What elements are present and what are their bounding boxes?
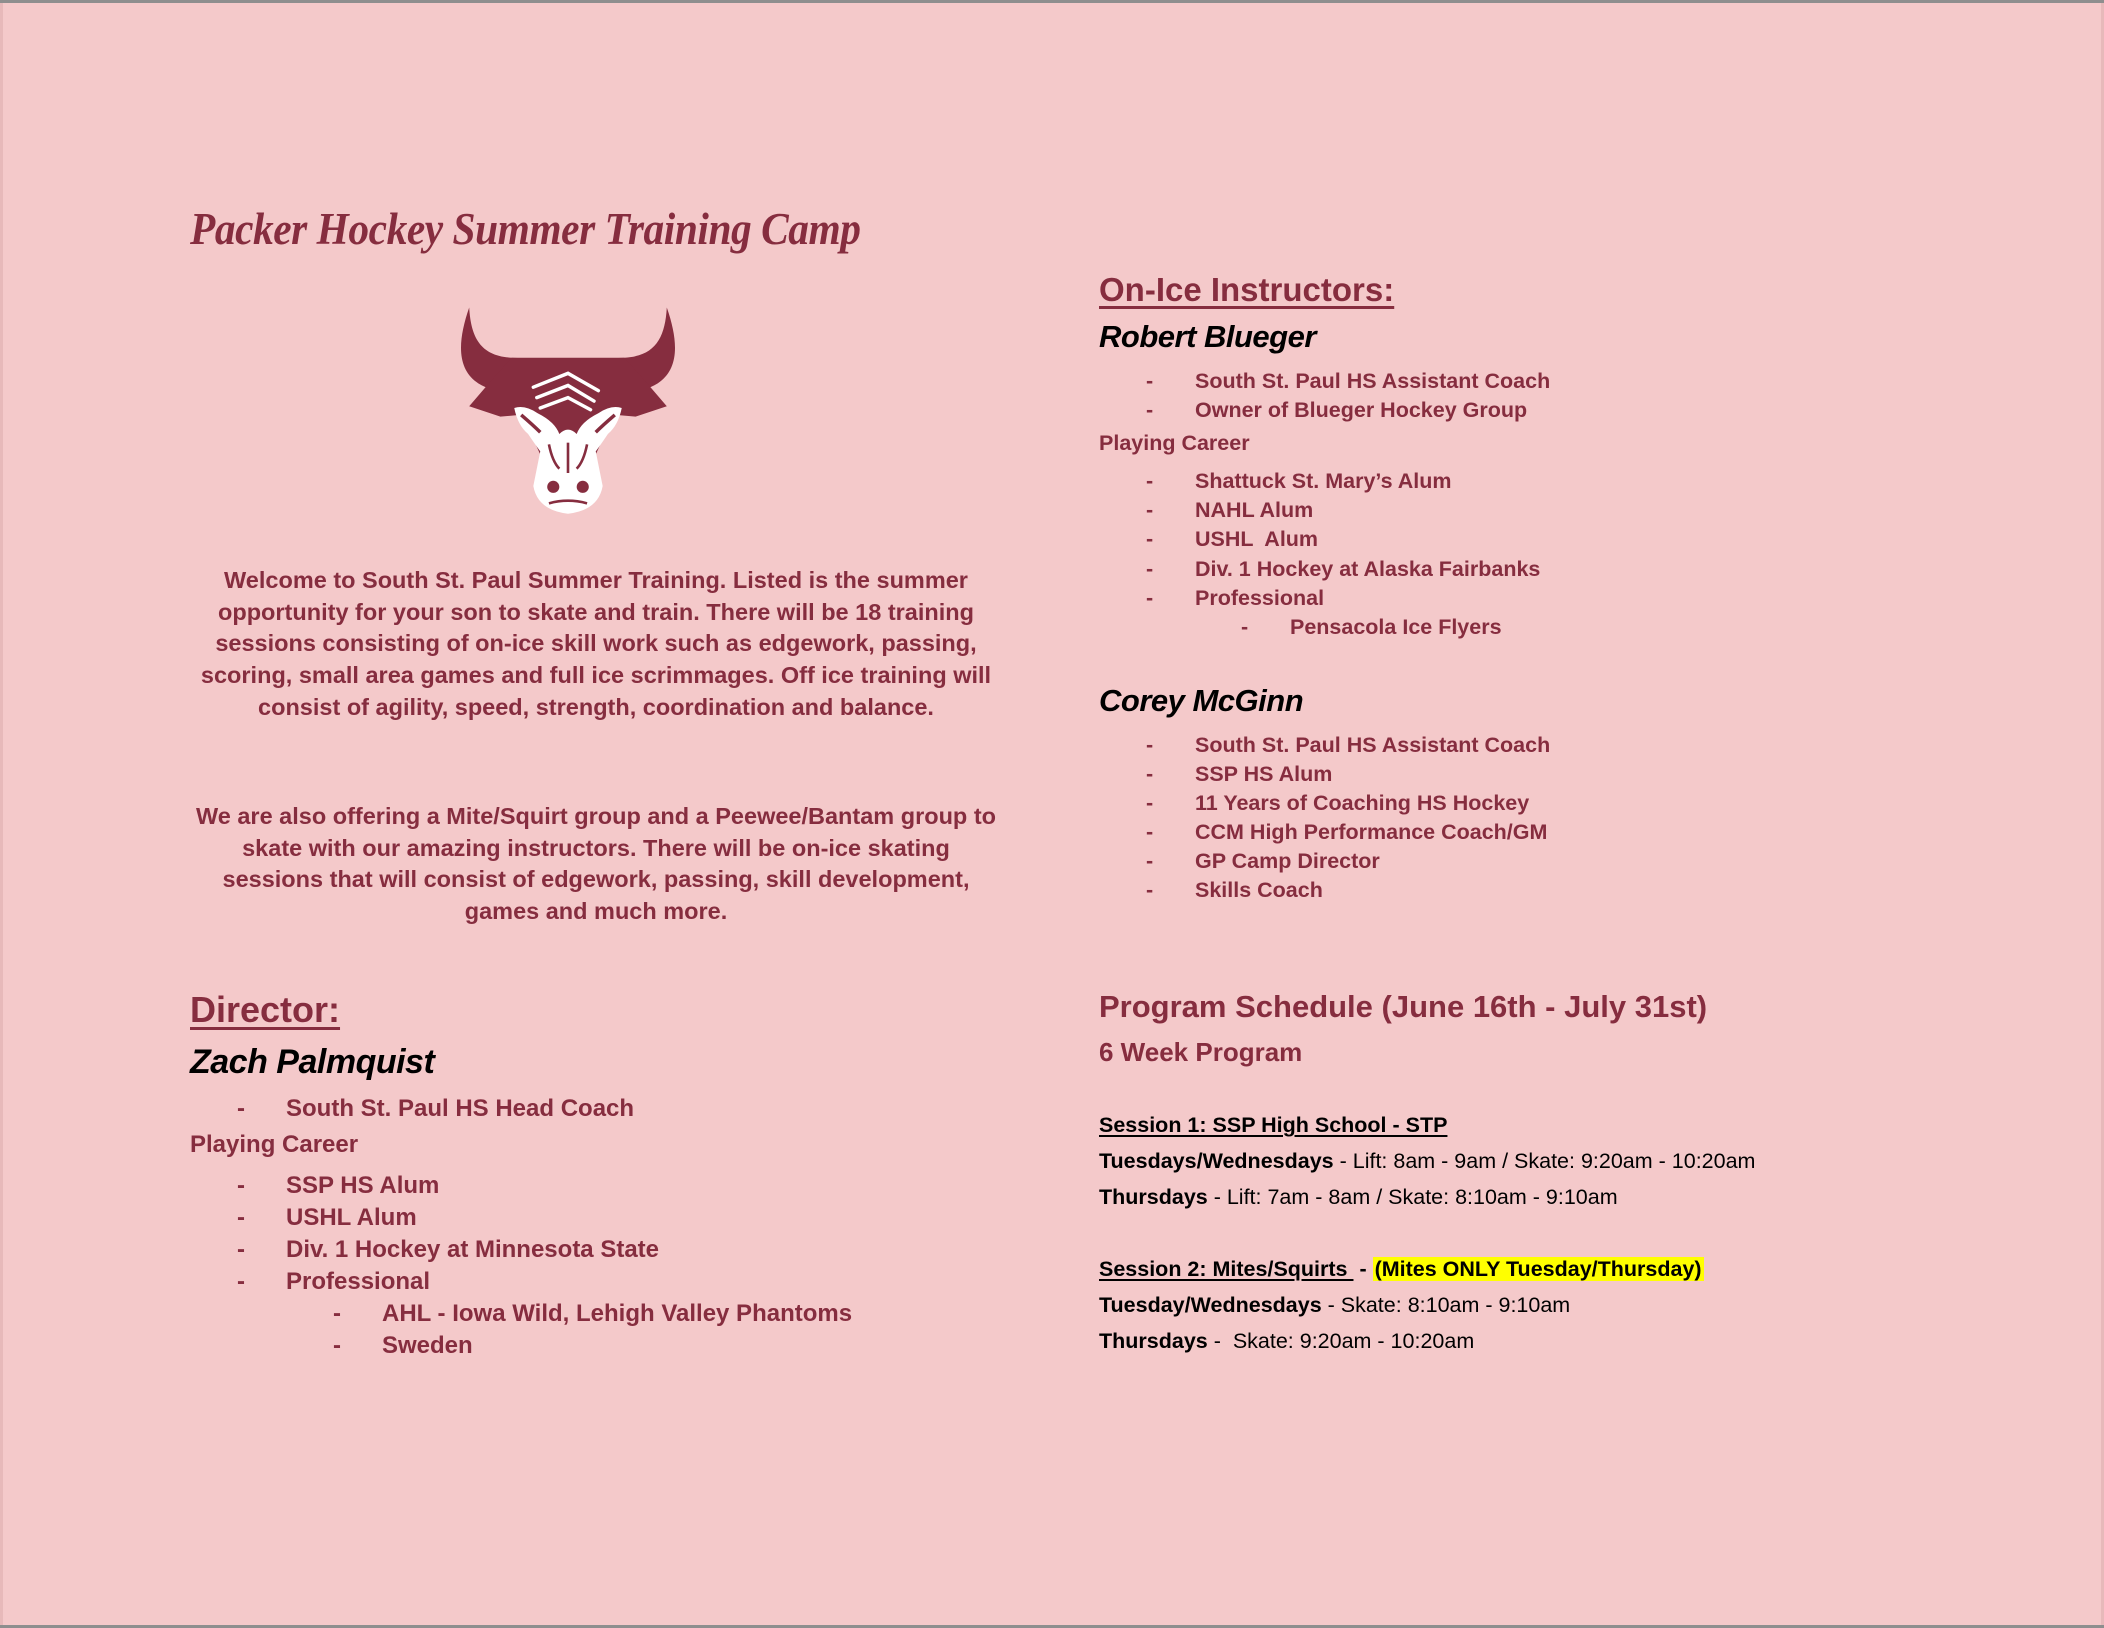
dash-bullet-icon: - xyxy=(1146,585,1154,610)
list-item-text: CCM High Performance Coach/GM xyxy=(1195,820,1548,844)
list-subitem xyxy=(333,1298,852,1330)
list-item-text: Shattuck St. Mary’s Alum xyxy=(1195,469,1452,493)
intro-text-2: We are also offering a Mite/Squirt group and a Peewee/Bantam group to skate with our amazing instructors. There will be on-ice skating sessions that will consist of edgework, passing, skill development, games and much more. xyxy=(196,803,996,925)
instructor-name-robert-blueger: Robert Blueger xyxy=(1099,319,1316,354)
director-career-label: Playing Career xyxy=(190,1131,359,1158)
dash-bullet-icon: - xyxy=(1146,398,1154,422)
list-item xyxy=(1146,584,1540,613)
session-days: Thursdays xyxy=(1099,1329,1208,1353)
list-item xyxy=(1146,876,1550,905)
dash-bullet-icon: - xyxy=(1146,556,1154,581)
session-row xyxy=(1099,1287,1704,1323)
session-separator: - xyxy=(1353,1257,1373,1281)
session-times: - Lift: 7am - 8am / Skate: 8:10am - 9:10am xyxy=(1207,1185,1618,1209)
list-item-text: SSP HS Alum xyxy=(1195,762,1333,786)
list-item xyxy=(1146,847,1550,876)
session-1 xyxy=(1099,1107,1755,1215)
corey-mcginn-roles-list xyxy=(1146,731,1550,905)
session-heading-row xyxy=(1099,1107,1755,1143)
list-item xyxy=(237,1093,634,1125)
list-item-text: Skills Coach xyxy=(1195,878,1323,902)
list-item-text: SSP HS Alum xyxy=(286,1172,440,1199)
session-times: - Lift: 8am - 9am / Skate: 9:20am - 10:20am xyxy=(1333,1149,1756,1173)
dash-bullet-icon: - xyxy=(1146,849,1154,873)
list-subitem xyxy=(1241,613,1540,642)
list-item-text: South St. Paul HS Head Coach xyxy=(286,1095,635,1122)
dash-bullet-icon: - xyxy=(1146,820,1154,844)
list-item-text: Sweden xyxy=(382,1332,473,1359)
session-times: - Skate: 9:20am - 10:20am xyxy=(1207,1329,1475,1353)
dash-bullet-icon: - xyxy=(1146,791,1154,815)
session-times: - Skate: 8:10am - 9:10am xyxy=(1321,1293,1571,1317)
session-heading: Session 1: SSP High School - STP xyxy=(1099,1113,1448,1137)
dash-bullet-icon: - xyxy=(333,1332,341,1359)
intro-paragraph-1 xyxy=(190,565,1002,724)
list-item-text: USHL Alum xyxy=(286,1204,417,1231)
list-item xyxy=(237,1170,852,1202)
session-row xyxy=(1099,1179,1755,1215)
list-item-text: South St. Paul HS Assistant Coach xyxy=(1195,733,1551,757)
session-row xyxy=(1099,1143,1755,1179)
list-item-text: GP Camp Director xyxy=(1195,849,1380,873)
list-item-text: Owner of Blueger Hockey Group xyxy=(1195,398,1528,422)
session-days: Thursdays xyxy=(1099,1185,1208,1209)
director-career-list xyxy=(237,1170,852,1362)
document-title: Packer Hockey Summer Training Camp xyxy=(190,204,861,254)
list-item xyxy=(1146,396,1550,425)
list-item xyxy=(1146,731,1550,760)
session-note-highlight: (Mites ONLY Tuesday/Thursday) xyxy=(1374,1257,1702,1281)
list-item-text: Professional xyxy=(286,1268,431,1295)
list-item xyxy=(1146,367,1550,396)
session-row xyxy=(1099,1323,1704,1359)
bull-head-logo-icon xyxy=(438,283,698,533)
director-name: Zach Palmquist xyxy=(190,1043,435,1081)
list-item xyxy=(1146,555,1540,584)
list-item xyxy=(1146,760,1550,789)
dash-bullet-icon: - xyxy=(333,1300,341,1327)
dash-bullet-icon: - xyxy=(1146,733,1154,757)
dash-bullet-icon: - xyxy=(237,1268,245,1295)
instructors-heading: On-Ice Instructors: xyxy=(1099,271,1395,308)
dash-bullet-icon: - xyxy=(237,1236,245,1263)
intro-text-1: Welcome to South St. Paul Summer Training. Listed is the summer opportunity for your son to skate and train. There will be 18 training sessions consisting of on-ice skill work such as edgework, passing, scoring, small area games and full ice scrimmages. Off ice training will consist of agility, speed, strength, coordination and balance. xyxy=(200,567,992,720)
schedule-title: Program Schedule (June 16th - July 31st) xyxy=(1099,989,1708,1024)
robert-blueger-career-label: Playing Career xyxy=(1099,431,1250,455)
list-item-text: USHL Alum xyxy=(1195,527,1319,552)
list-item-text: South St. Paul HS Assistant Coach xyxy=(1195,369,1551,393)
dash-bullet-icon: - xyxy=(1146,762,1154,786)
schedule-subtitle: 6 Week Program xyxy=(1099,1037,1303,1067)
list-item-text: Div. 1 Hockey at Alaska Fairbanks xyxy=(1195,556,1541,581)
session-heading: Session 2: Mites/Squirts xyxy=(1099,1257,1354,1281)
dash-bullet-icon: - xyxy=(237,1204,245,1231)
instructor-name-corey-mcginn: Corey McGinn xyxy=(1099,683,1304,718)
robert-blueger-roles-list xyxy=(1146,367,1550,425)
list-item-text: Professional xyxy=(1195,585,1325,610)
director-roles-list xyxy=(237,1093,634,1125)
list-item xyxy=(237,1234,852,1266)
list-subitem xyxy=(333,1330,852,1362)
session-days: Tuesdays/Wednesdays xyxy=(1099,1149,1334,1173)
list-item xyxy=(1146,496,1540,525)
list-item xyxy=(237,1266,852,1298)
list-item xyxy=(1146,525,1540,554)
dash-bullet-icon: - xyxy=(1146,527,1154,552)
list-item-text: Div. 1 Hockey at Minnesota State xyxy=(286,1236,660,1263)
list-item xyxy=(1146,789,1550,818)
list-item-text: Pensacola Ice Flyers xyxy=(1290,615,1502,640)
robert-blueger-career-list xyxy=(1146,467,1540,642)
dash-bullet-icon: - xyxy=(237,1172,245,1199)
list-item xyxy=(1146,818,1550,847)
list-item-text: AHL - Iowa Wild, Lehigh Valley Phantoms xyxy=(382,1300,853,1327)
list-item xyxy=(237,1202,852,1234)
dash-bullet-icon: - xyxy=(1241,615,1249,640)
dash-bullet-icon: - xyxy=(1146,878,1154,902)
session-2 xyxy=(1099,1251,1704,1359)
dash-bullet-icon: - xyxy=(1146,469,1154,493)
list-item xyxy=(1146,467,1540,496)
director-heading: Director: xyxy=(190,989,341,1030)
dash-bullet-icon: - xyxy=(1146,498,1154,523)
dash-bullet-icon: - xyxy=(237,1095,245,1122)
list-item-text: 11 Years of Coaching HS Hockey xyxy=(1195,791,1530,815)
session-days: Tuesday/Wednesdays xyxy=(1099,1293,1322,1317)
dash-bullet-icon: - xyxy=(1146,369,1154,393)
intro-paragraph-2 xyxy=(190,801,1002,928)
session-heading-row xyxy=(1099,1251,1704,1287)
list-item-text: NAHL Alum xyxy=(1195,498,1314,523)
